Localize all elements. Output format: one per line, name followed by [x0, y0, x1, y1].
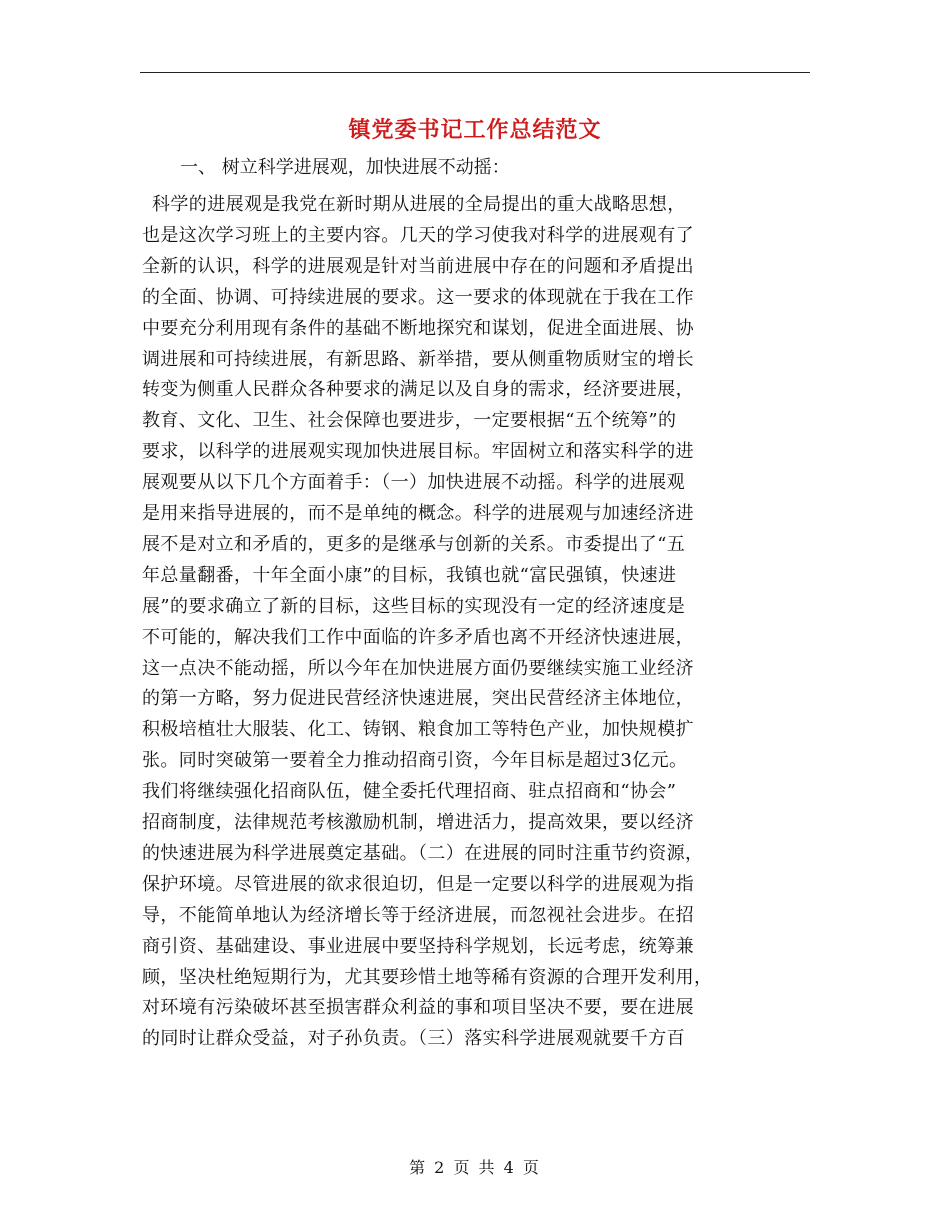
body-line: 是用来指导进展的，而不是单纯的概念。科学的进展观与加速经济进	[142, 503, 694, 524]
body-line: 张。同时突破第一要着全力推动招商引资，今年目标是超过3亿元。	[142, 750, 688, 772]
body-line: 的全面、协调、可持续进展的要求。这一要求的体现就在于我在工作	[142, 286, 694, 308]
body-line: 这一点决不能动摇，所以今年在加快进展方面仍要继续实施工业经济	[142, 657, 694, 679]
body-line: 展”的要求确立了新的目标，这些目标的实现没有一定的经济速度是	[142, 595, 686, 617]
body-line: 要求，以科学的进展观实现加快进展目标。牢固树立和落实科学的进	[142, 441, 694, 463]
document-title: 镇党委书记工作总结范文	[348, 117, 602, 143]
body-line: 科学的进展观是我党在新时期从进展的全局提出的重大战略思想，	[152, 194, 686, 215]
body-line: 积极培植壮大服装、化工、铸钢、粮食加工等特色产业，加快规模扩	[142, 719, 694, 741]
body-line: 转变为侧重人民群众各种要求的满足以及自身的需求，经济要进展，	[142, 379, 694, 401]
header-rule	[140, 72, 810, 73]
body-line: 顾，坚决杜绝短期行为，尤其要珍惜土地等稀有资源的合理开发利用，	[142, 966, 713, 988]
body-line: 年总量翻番，十年全面小康”的目标，我镇也就“富民强镇，快速进	[142, 564, 677, 586]
body-line: 招商制度，法律规范考核激励机制，增进活力，提高效果，要以经济	[142, 812, 694, 833]
page-footer: 第 2 页 共 4 页	[409, 1158, 541, 1177]
body-line: 全新的认识，科学的进展观是针对当前进展中存在的问题和矛盾提出	[142, 255, 694, 277]
body-line: 调进展和可持续进展，有新思路、新举措，要从侧重物质财宝的增长	[142, 348, 694, 370]
body-line: 展不是对立和矛盾的，更多的是继承与创新的关系。市委提出了“五	[142, 533, 686, 555]
body-line: 展观要从以下几个方面着手：（一）加快进展不动摇。科学的进展观	[142, 472, 685, 494]
body-line: 商引资、基础建设、事业进展中要坚持科学规划，长远考虑，统筹兼	[142, 935, 694, 957]
body-line: 对环境有污染破坏甚至损害群众利益的事和项目坚决不要，要在进展	[142, 997, 694, 1019]
body-line: 导，不能简单地认为经济增长等于经济进展，而忽视社会进步。在招	[142, 904, 694, 926]
body-line: 也是这次学习班上的主要内容。几天的学习使我对科学的进展观有了	[142, 224, 694, 246]
body-line: 我们将继续强化招商队伍，健全委托代理招商、驻点招商和“协会”	[142, 781, 677, 803]
body-line: 的同时让群众受益，对子孙负责。（三）落实科学进展观就要千方百	[142, 1028, 685, 1050]
body-line: 保护环境。尽管进展的欲求很迫切，但是一定要以科学的进展观为指	[142, 873, 694, 895]
body-line: 的快速进展为科学进展奠定基础。（二）在进展的同时注重节约资源，	[142, 842, 704, 864]
body-line: 教育、文化、卫生、社会保障也要进步，一定要根据“五个统筹”的	[142, 410, 677, 432]
body-line: 中要充分利用现有条件的基础不断地探究和谋划，促进全面进展、协	[142, 317, 694, 339]
section-heading: 一、 树立科学进展观，加快进展不动摇：	[180, 157, 510, 178]
body-line: 不可能的，解决我们工作中面临的许多矛盾也离不开经济快速进展，	[142, 626, 694, 648]
body-line: 的第一方略，努力促进民营经济快速进展，突出民营经济主体地位，	[142, 688, 694, 710]
